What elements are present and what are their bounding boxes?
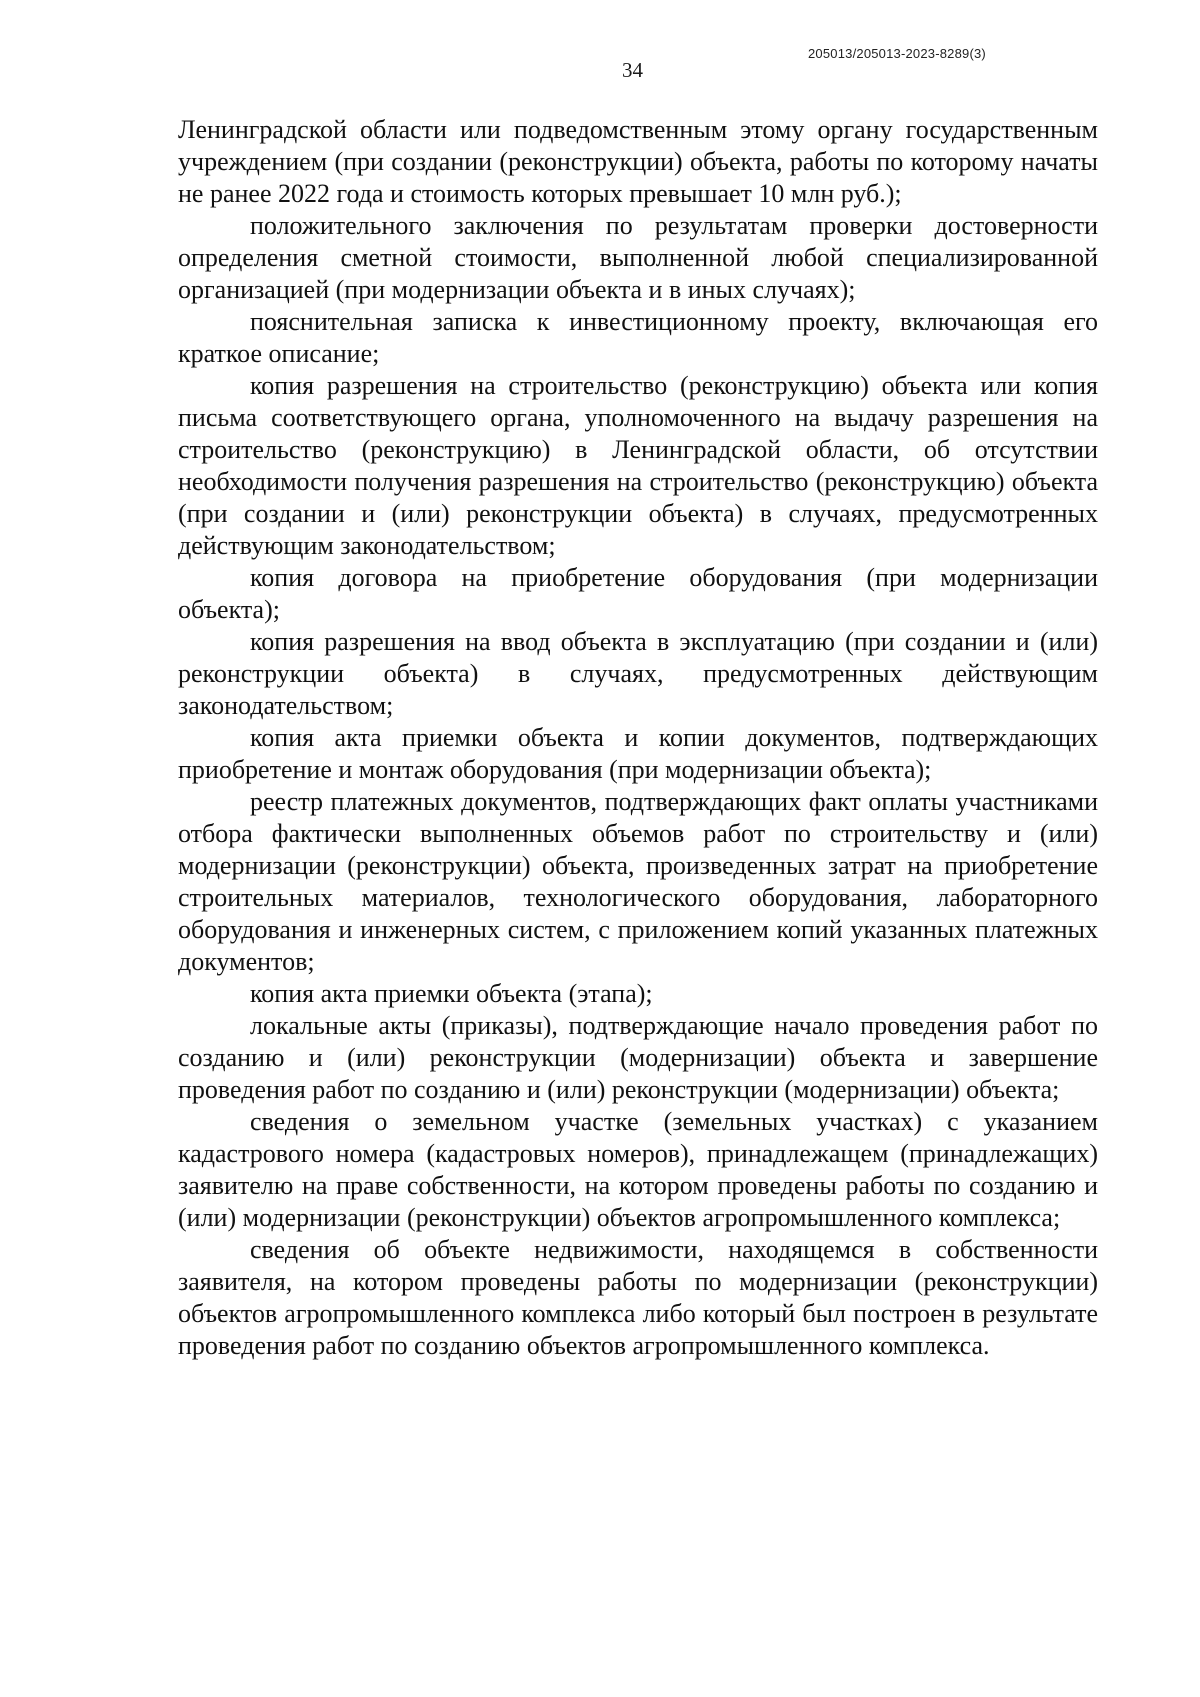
- paragraph: копия разрешения на ввод объекта в эксплуатацию (при создании и (или) реконструкции объекта) в случаях, предусмотренных действующим законодательством;: [178, 627, 1098, 720]
- paragraph-continuation: Ленинградской области или подведомственным этому органу государственным учреждением (при создании (реконструкции) объекта, работы по которому начаты не ранее 2022 года и стоимость которых превышает 10 млн руб.);: [178, 115, 1098, 208]
- page-number: 34: [622, 58, 643, 82]
- paragraph: реестр платежных документов, подтверждающих факт оплаты участниками отбора фактически выполненных объемов работ по строительству и (или) модернизации (реконструкции) объекта, произведенных затрат на приобретение строительных материалов, технологического оборудования, лабораторного оборудования и инженерных систем, с приложением копий указанных платежных документов;: [178, 787, 1098, 976]
- paragraph: копия разрешения на строительство (реконструкцию) объекта или копия письма соответствующего органа, уполномоченного на выдачу разрешения на строительство (реконструкцию) в Ленинградской области, об отсутствии необходимости получения разрешения на строительство (реконструкцию) объекта (при создании и (или) реконструкции объекта) в случаях, предусмотренных действующим законодательством;: [178, 371, 1098, 560]
- document-id: 205013/205013-2023-8289(3): [808, 46, 986, 61]
- document-body: [178, 114, 1098, 1362]
- paragraph: копия договора на приобретение оборудования (при модернизации объекта);: [178, 563, 1098, 624]
- paragraph: положительного заключения по результатам проверки достоверности определения сметной стоимости, выполненной любой специализированной организацией (при модернизации объекта и в иных случаях);: [178, 211, 1098, 304]
- paragraph: копия акта приемки объекта (этапа);: [250, 979, 653, 1008]
- paragraph: локальные акты (приказы), подтверждающие начало проведения работ по созданию и (или) реконструкции (модернизации) объекта и завершение проведения работ по созданию и (или) реконструкции (модернизации) объекта;: [178, 1011, 1098, 1104]
- paragraph: пояснительная записка к инвестиционному проекту, включающая его краткое описание;: [178, 307, 1098, 368]
- paragraph: сведения о земельном участке (земельных участках) с указанием кадастрового номера (кадастровых номеров), принадлежащем (принадлежащих) заявителю на праве собственности, на котором проведены работы по созданию и (или) модернизации (реконструкции) объектов агропромышленного комплекса;: [178, 1107, 1098, 1232]
- paragraph: копия акта приемки объекта и копии документов, подтверждающих приобретение и монтаж оборудования (при модернизации объекта);: [178, 723, 1098, 784]
- paragraph: сведения об объекте недвижимости, находящемся в собственности заявителя, на котором проведены работы по модернизации (реконструкции) объектов агропромышленного комплекса либо который был построен в результате проведения работ по созданию объектов агропромышленного комплекса.: [178, 1235, 1098, 1360]
